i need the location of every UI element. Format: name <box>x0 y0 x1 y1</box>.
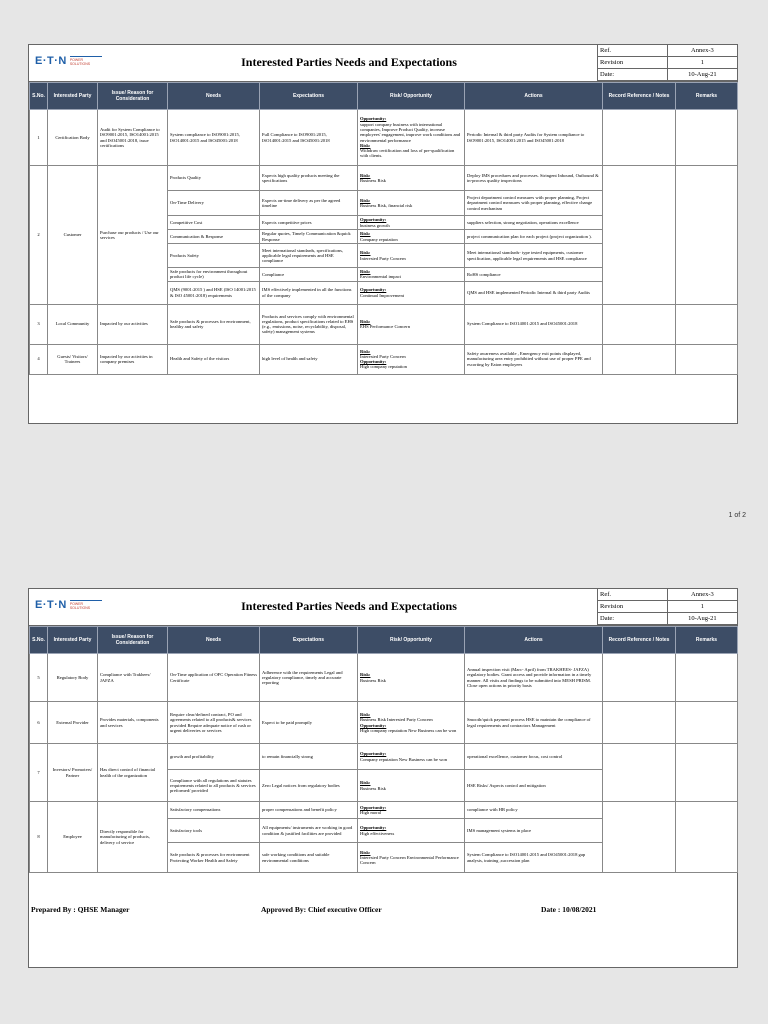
risk-label: Risk: <box>360 142 371 148</box>
risk-cell <box>358 843 465 873</box>
table-row <box>30 802 738 819</box>
sno-cell: 2 <box>30 166 48 305</box>
approved-by: Approved By: Chief executive Officer <box>261 905 382 914</box>
expectations-cell: Regular quotes, Timely Communication &quick Response <box>260 230 358 244</box>
remarks-cell <box>676 344 738 374</box>
expectations-cell: IMS effectively implemented in all the functions of the company <box>260 281 358 304</box>
actions-cell: suppliers selection, strong negotiation, operations excellence <box>465 216 603 230</box>
risk-text: EHS Performance Concern <box>360 324 411 330</box>
table-row <box>30 654 738 702</box>
party-cell: Employee <box>48 802 98 873</box>
risk-text: Interested Party Concern <box>360 353 406 359</box>
eaton-logo <box>35 599 102 611</box>
meta-label: Revision <box>598 57 668 69</box>
record-reference-cell <box>603 744 676 802</box>
issue-cell: Compliance with Trakhees/ JAFZA <box>98 654 168 702</box>
risk-text: Company reputation New Business can be won <box>360 756 448 762</box>
needs-cell: Products Safety <box>168 244 260 268</box>
needs-cell: Require clear/defined contract, PO and agreements related to all products& services provided Require adequate notice of rush or urgent deliveries or services <box>168 702 260 744</box>
column-header: Issue/ Reason for Consideration <box>98 83 168 110</box>
interested-parties-table <box>29 82 738 375</box>
expectations-cell: Products and services comply with environmental regulations, product specifications related to EHS (e.g., emissions, noise, recyclability, disposal, safety) management systems <box>260 304 358 344</box>
risk-label: Risk: <box>360 711 371 717</box>
needs-cell: Safe products for environment throughout product life cycle) <box>168 268 260 282</box>
risk-text: High moral <box>360 810 382 815</box>
party-cell: Local Community <box>48 304 98 344</box>
issue-cell: Impacted by our activities in company premises <box>98 344 168 374</box>
table-row <box>30 344 738 374</box>
actions-cell: Project department control measures with proper planning, Project department control measures with proper planning, effective change control mechanism <box>465 191 603 216</box>
needs-cell: Satisfactory tools <box>168 819 260 843</box>
risk-text: Business Risk Interested Party Concern <box>360 717 433 723</box>
actions-cell: operational excellence, customer focus, cost control <box>465 744 603 770</box>
column-header: Risk/ Opportunity <box>358 627 465 654</box>
expectations-cell: Expects on-time delivery as per the agreed timeline <box>260 191 358 216</box>
column-header: Expectations <box>260 83 358 110</box>
record-reference-cell <box>603 166 676 305</box>
risk-cell <box>358 744 465 770</box>
actions-cell: Periodic Internal & third party Audits for System compliance to ISO9001:2015, ISO14001:2015 and ISO45001:2018 <box>465 110 603 166</box>
risk-cell <box>358 230 465 244</box>
remarks-cell <box>676 304 738 344</box>
risk-cell <box>358 770 465 802</box>
risk-text: Business Risk <box>360 178 386 183</box>
sno-cell: 6 <box>30 702 48 744</box>
party-cell: Regulatory Body <box>48 654 98 702</box>
needs-cell: Products Quality <box>168 166 260 191</box>
risk-text: Company reputation <box>360 236 398 242</box>
actions-cell: Smooth/quick payment process HSE to maintain the compliance of legal requirements and contractors Management <box>465 702 603 744</box>
risk-label: Opportunity: <box>360 751 387 757</box>
column-header: Needs <box>168 83 260 110</box>
needs-cell: Safe products & processes for environment Protecting Worker Health and Safety <box>168 843 260 873</box>
needs-cell: System compliance to ISO9001:2015, ISO14001:2015 and ISO45001:2018 <box>168 110 260 166</box>
risk-text: Interested Party Concern Environmental Performance Concern <box>360 854 459 866</box>
document-page-2 <box>28 588 738 968</box>
column-header: Risk/ Opportunity <box>358 83 465 110</box>
sno-cell: 7 <box>30 744 48 802</box>
expectations-cell: Meet international standards, specifications, applicable legal requirements and HSE compliance <box>260 244 358 268</box>
needs-cell: QMS (9001:2015 ) and HSE (ISO 14001:2015 & ISO 45001:2018) requirements <box>168 281 260 304</box>
risk-label: Opportunity: <box>360 217 387 223</box>
meta-label: Ref. <box>598 589 668 601</box>
issue-cell: Audit for System Compliance to ISO9001:2015, ISO14001:2015 and ISO45001:2018, issue certifications <box>98 110 168 166</box>
party-cell: Guests/ Visitors/ Trainees <box>48 344 98 374</box>
column-header: Remarks <box>676 83 738 110</box>
page-header <box>29 589 737 626</box>
party-cell: Certification Body <box>48 110 98 166</box>
column-header: Actions <box>465 83 603 110</box>
logo-tagline: POWER SOLUTIONS <box>70 600 102 610</box>
risk-text: Continual Improvement <box>360 292 405 298</box>
actions-cell: System Compliance to ISO14001:2015 and ISO45001:2018 gap analysis, training ,succession plan <box>465 843 603 873</box>
table-row <box>30 744 738 770</box>
column-header: Expectations <box>260 627 358 654</box>
prepared-by: Prepared By : QHSE Manager <box>31 905 130 914</box>
risk-label: Opportunity: <box>360 287 387 293</box>
remarks-cell <box>676 166 738 305</box>
remarks-cell <box>676 110 738 166</box>
column-header: Needs <box>168 627 260 654</box>
record-reference-cell <box>603 802 676 873</box>
table-row <box>30 166 738 191</box>
page-header <box>29 45 737 82</box>
issue-cell: Purchase our products / Use our services <box>98 166 168 305</box>
risk-label: Opportunity: <box>360 116 387 122</box>
needs-cell: Satisfactory compensations <box>168 802 260 819</box>
risk-cell <box>358 702 465 744</box>
issue-cell: Has direct control of financial health of the organization <box>98 744 168 802</box>
party-cell: Customer <box>48 166 98 305</box>
needs-cell: growth and profitability <box>168 744 260 770</box>
risk-text: High effectiveness <box>360 830 395 836</box>
risk-label: Opportunity: <box>360 722 387 728</box>
actions-cell: Deploy IMS procedures and processes. Stringent Inbound, Outbound & in-process quality inspections <box>465 166 603 191</box>
risk-label: Opportunity: <box>360 804 387 810</box>
record-reference-cell <box>603 110 676 166</box>
meta-label: Date: <box>598 69 668 81</box>
page-title: Interested Parties Needs and Expectations <box>241 55 457 69</box>
risk-cell <box>358 166 465 191</box>
sno-cell: 3 <box>30 304 48 344</box>
risk-cell <box>358 281 465 304</box>
risk-label: Risk: <box>360 197 371 203</box>
meta-label: Date: <box>598 613 668 625</box>
risk-text: Business Risk <box>360 785 386 791</box>
risk-label: Risk: <box>360 348 371 354</box>
remarks-cell <box>676 744 738 802</box>
meta-value: 10-Aug-21 <box>667 613 737 625</box>
meta-value: 10-Aug-21 <box>667 69 737 81</box>
risk-cell <box>358 654 465 702</box>
column-header: S.No. <box>30 83 48 110</box>
meta-value: Annex-3 <box>667 589 737 601</box>
sno-cell: 8 <box>30 802 48 873</box>
expectations-cell: Expect to be paid promptly <box>260 702 358 744</box>
risk-text: Withdraw certification and loss of pre-qualification with clients. <box>360 148 455 159</box>
meta-label: Ref. <box>598 45 668 57</box>
risk-text: High company reputation New Business can be won <box>360 727 457 733</box>
expectations-cell: Zero Legal notices from regulatory bodies <box>260 770 358 802</box>
column-header: Issue/ Reason for Consideration <box>98 627 168 654</box>
logo-word: E·T·N <box>35 55 67 67</box>
needs-cell: Competitive Cost <box>168 216 260 230</box>
expectations-cell: Compliance <box>260 268 358 282</box>
risk-cell <box>358 819 465 843</box>
column-header: Record Reference / Notes <box>603 627 676 654</box>
needs-cell: Safe products & processes for environment, healthy and safety <box>168 304 260 344</box>
risk-text: Interested Party Concern <box>360 255 406 261</box>
page-number: 1 of 2 <box>728 512 746 519</box>
expectations-cell: Adherence with the requirements Legal and regulatory compliance, timely and accurate reporting <box>260 654 358 702</box>
actions-cell: compliance with HR policy <box>465 802 603 819</box>
expectations-cell: Expects competitive prices <box>260 216 358 230</box>
risk-cell <box>358 244 465 268</box>
risk-text: Business Risk, financial risk <box>360 203 413 208</box>
record-reference-cell <box>603 344 676 374</box>
expectations-cell: high level of health and safety <box>260 344 358 374</box>
meta-label: Revision <box>598 601 668 613</box>
risk-label: Opportunity: <box>360 359 387 365</box>
meta-value: 1 <box>667 601 737 613</box>
column-header: S.No. <box>30 627 48 654</box>
actions-cell: IMS management systems in place <box>465 819 603 843</box>
risk-cell <box>358 110 465 166</box>
risk-cell <box>358 344 465 374</box>
risk-label: Risk: <box>360 780 371 786</box>
record-reference-cell <box>603 654 676 702</box>
table-row <box>30 110 738 166</box>
doc-meta-table <box>597 45 737 81</box>
risk-label: Risk: <box>360 250 371 256</box>
column-header: Remarks <box>676 627 738 654</box>
risk-label: Risk: <box>360 231 371 237</box>
risk-cell <box>358 802 465 819</box>
issue-cell: Directly responsible for manufacturing of products, delivery of service <box>98 802 168 873</box>
risk-cell <box>358 268 465 282</box>
actions-cell: Safety awareness available , Emergency exit points displayed, manufacturing area entry prohibited without use of proper PPE and escorting by Eaton employees <box>465 344 603 374</box>
column-header: Interested Party <box>48 83 98 110</box>
needs-cell: Compliance with all regulations and statutes requirements related to all products & services preformed/ provided <box>168 770 260 802</box>
expectations-cell: All equipments/ instruments are working in good condition & justified facilities are provided <box>260 819 358 843</box>
record-reference-cell <box>603 304 676 344</box>
risk-label: Risk: <box>360 318 371 324</box>
actions-cell: Annual inspection visit (Marc- April) from TRAKHEES- JAFZA) regulatory bodies. Grant access and provide information in a timely manner. All visits and findings to be submitted into MESH PRISM. Close open actions in priority basis <box>465 654 603 702</box>
document-page-1 <box>28 44 738 424</box>
party-cell: Investors/ Promoters/ Partner <box>48 744 98 802</box>
sno-cell: 1 <box>30 110 48 166</box>
risk-label: Risk: <box>360 672 371 678</box>
sno-cell: 5 <box>30 654 48 702</box>
expectations-cell: safe working conditions and suitable environmental conditions <box>260 843 358 873</box>
logo-tagline: POWER SOLUTIONS <box>70 56 102 66</box>
expectations-cell: proper compensations and benefit policy <box>260 802 358 819</box>
risk-text: High company reputation <box>360 364 407 370</box>
needs-cell: Communication & Response <box>168 230 260 244</box>
expectations-cell: to remain financially strong <box>260 744 358 770</box>
eaton-logo <box>35 55 102 67</box>
meta-value: 1 <box>667 57 737 69</box>
logo-word: E·T·N <box>35 599 67 611</box>
risk-cell <box>358 191 465 216</box>
risk-label: Opportunity: <box>360 825 387 831</box>
risk-cell <box>358 304 465 344</box>
column-header: Actions <box>465 627 603 654</box>
remarks-cell <box>676 654 738 702</box>
needs-cell: Health and Safety of the visitors <box>168 344 260 374</box>
actions-cell: System Compliance to ISO14001:2015 and ISO45001:2018 <box>465 304 603 344</box>
actions-cell: project communication plan for each project (project organization ). <box>465 230 603 244</box>
needs-cell: On-Time application of OFC Operation Fitness Certificate <box>168 654 260 702</box>
actions-cell: QMS and HSE implemented Periodic Internal & third party Audits <box>465 281 603 304</box>
issue-cell: Impacted by our activities <box>98 304 168 344</box>
sno-cell: 4 <box>30 344 48 374</box>
actions-cell: HSE Risks/ Aspects control and mitigation <box>465 770 603 802</box>
needs-cell: On-Time Delivery <box>168 191 260 216</box>
party-cell: External Provider <box>48 702 98 744</box>
remarks-cell <box>676 702 738 744</box>
expectations-cell: Expects high quality products meeting the specifications <box>260 166 358 191</box>
risk-label: Risk: <box>360 172 371 178</box>
approval-date: Date : 10/08/2021 <box>541 905 597 914</box>
column-header: Record Reference / Notes <box>603 83 676 110</box>
record-reference-cell <box>603 702 676 744</box>
risk-label: Risk: <box>360 269 371 274</box>
risk-text: business growth <box>360 222 390 228</box>
table-row <box>30 304 738 344</box>
issue-cell: Provides materials, components and services <box>98 702 168 744</box>
table-row <box>30 702 738 744</box>
remarks-cell <box>676 802 738 873</box>
interested-parties-table <box>29 626 738 873</box>
risk-text: Business Risk <box>360 677 386 683</box>
meta-value: Annex-3 <box>667 45 737 57</box>
doc-meta-table <box>597 589 737 625</box>
risk-label: Risk: <box>360 849 371 855</box>
column-header: Interested Party <box>48 627 98 654</box>
page-title: Interested Parties Needs and Expectations <box>241 599 457 613</box>
actions-cell: RoHS compliance <box>465 268 603 282</box>
risk-cell <box>358 216 465 230</box>
actions-cell: Meet international standards- type tested equipments, customer specification, applicable legal requirements and HSE compliance <box>465 244 603 268</box>
risk-text: Environmental impact <box>360 274 401 280</box>
expectations-cell: Full Compliance to ISO9001:2015, ISO14001:2015 and ISO45001:2018 <box>260 110 358 166</box>
risk-text: support company business with international companies, Improve Product Quality, increase employees' engagement, improve work conditions and environmental performance <box>360 121 461 143</box>
